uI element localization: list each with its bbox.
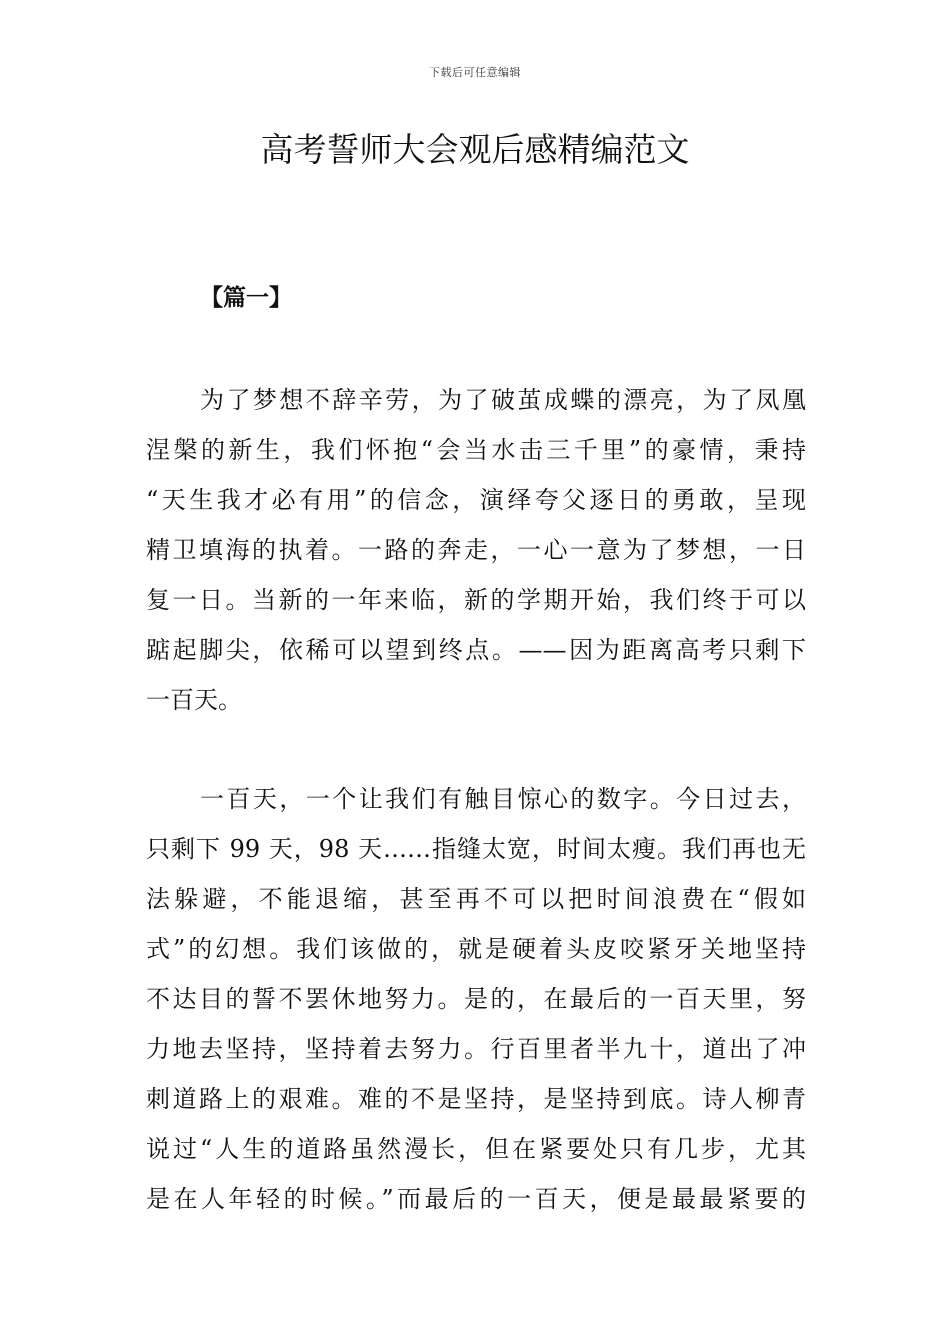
document-title: 高考誓师大会观后感精编范文 (260, 130, 690, 169)
paragraph-line: “天生我才必有用”的信念，演绎夸父逐日的勇敢，呈现 (146, 486, 806, 514)
paragraph-line: 精卫填海的执着。一路的奔走，一心一意为了梦想，一日 (146, 536, 806, 564)
paragraph-line: 是在人年轻的时候。”而最后的一百天，便是最最紧要的 (146, 1185, 806, 1213)
paragraph-line: 一百天，一个让我们有触目惊心的数字。今日过去， (200, 785, 806, 813)
paragraph-line: 只剩下 99 天，98 天……指缝太宽，时间太瘦。我们再也无 (146, 835, 806, 863)
paragraph-line: 踮起脚尖，依稀可以望到终点。——因为距离高考只剩下 (146, 636, 806, 664)
section-label: 【篇一】 (200, 284, 292, 311)
paragraph-line: 力地去坚持，坚持着去努力。行百里者半九十，道出了冲 (146, 1035, 806, 1063)
paragraph-line: 法躲避，不能退缩，甚至再不可以把时间浪费在“假如 (146, 885, 806, 913)
paragraph-line: 说过“人生的道路虽然漫长，但在紧要处只有几步，尤其 (146, 1135, 806, 1163)
paragraph-line: 式”的幻想。我们该做的，就是硬着头皮咬紧牙关地坚持 (146, 935, 806, 963)
paragraph-line: 涅槃的新生，我们怀抱“会当水击三千里”的豪情，秉持 (146, 436, 806, 464)
header-note: 下载后可任意编辑 (429, 66, 521, 79)
paragraph-1 (146, 375, 806, 725)
paragraph-2 (146, 774, 806, 1224)
paragraph-line: 不达目的誓不罢休地努力。是的，在最后的一百天里，努 (146, 985, 806, 1013)
paragraph-line: 一百天。 (146, 686, 242, 714)
paragraph-line: 复一日。当新的一年来临，新的学期开始，我们终于可以 (146, 586, 806, 614)
paragraph-line: 为了梦想不辞辛劳，为了破茧成蝶的漂亮，为了凤凰 (200, 386, 806, 414)
paragraph-line: 刺道路上的艰难。难的不是坚持，是坚持到底。诗人柳青 (146, 1085, 806, 1113)
